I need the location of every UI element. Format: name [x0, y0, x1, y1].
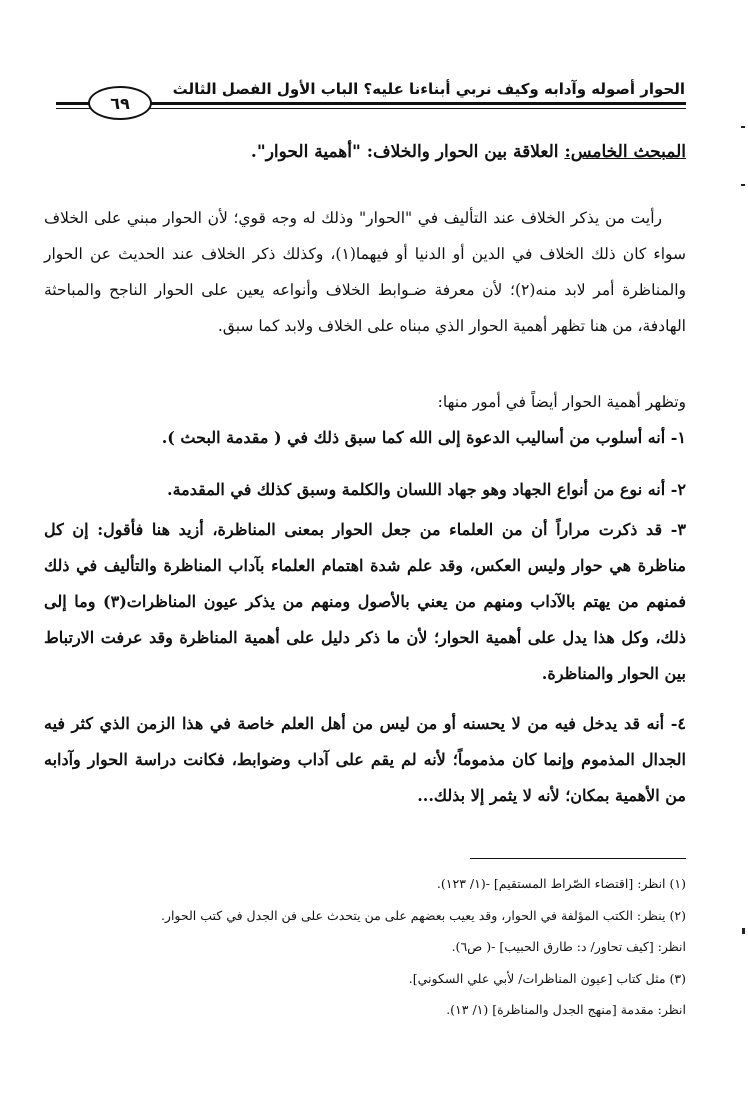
footnote-2: (٢) ينظر: الكتب المؤلفة في الحوار، وقد يعيب بعضهم على من يتحدث على فن الجدل في كتب الحوار.: [160, 907, 686, 923]
chapter-label: الباب الأول الفصل الثالث: [172, 80, 359, 98]
running-header: [150, 80, 685, 98]
footnote-1: (١) انظر: [اقتضاء الصّراط المستقيم] -(١/ ١٢٣).: [436, 876, 686, 891]
book-title: الحوار أصوله وآدابه وكيف نربي أبناءنا عليه؟: [363, 80, 685, 98]
footnote-3-ref: انظر: مقدمة [منهج الجدل والمناظرة] (١/ ١٣).: [446, 1002, 686, 1017]
footnote-2-ref: انظر: [كيف تحاور/ د: طارق الحبيب] -( ص٦).: [451, 939, 686, 954]
scan-edge-mark: [741, 126, 745, 128]
footnote-separator: [470, 858, 686, 859]
scan-edge-mark: [741, 184, 745, 186]
section-label: المبحث الخامس:: [564, 142, 686, 162]
section-title-text: العلاقة بين الحوار والخلاف: "أهمية الحوار".: [250, 142, 565, 162]
paragraph-intro: رأيت من يذكر الخلاف عند التأليف في "الحوار" وذلك له وجه قوي؛ لأن الحوار مبني على الخلاف سواء كان ذلك الخلاف في الدين أو الدنيا أو فيهما(١)، وكذلك ذكر الخلاف عند الحديث عن الحوار والمناظرة أمر لابد منه(٢)؛ لأن معرفة ضـوابط الخلاف وأنواعه يعين على الحوار الناجح والمباحثة الهادفة، من هنا تظهر أهمية الحوار الذي مبناه على الخلاف ولابد كما سبق.: [44, 209, 686, 335]
page-number: [88, 86, 152, 120]
scan-edge-mark: [742, 928, 745, 934]
page-number-text: ٦٩: [110, 93, 130, 113]
list-item-4: ٤- أنه قد يدخل فيه من لا يحسنه أو من ليس من أهل العلم خاصة في هذا الزمن الذي كثر فيه الجدال المذموم وإنما كان مذموماً؛ لأنه لم يقم على آداب وضوابط، فكانت دراسة الحوار وآدابه من الأهمية بمكان؛ لأنه لا يثمر إلا بذلك...: [44, 714, 686, 805]
paragraph-points-intro: وتظهر أهمية الحوار أيضاً في أمور منها:: [437, 393, 686, 411]
footnote-3: (٣) مثل كتاب [عيون المناظرات/ لأبي علي السكوني].: [408, 970, 686, 986]
footnotes: [150, 868, 686, 1026]
list-item-2: ٢- أنه نوع من أنواع الجهاد وهو جهاد اللسان والكلمة وسبق كذلك في المقدمة.: [167, 480, 686, 499]
section-heading: [40, 142, 686, 162]
list-item-1: ١- أنه أسلوب من أساليب الدعوة إلى الله كما سبق ذلك في ( مقدمة البحث ).: [161, 428, 686, 447]
list-item-3: ٣- قد ذكرت مراراً أن من العلماء من جعل الحوار بمعنى المناظرة، أزيد هنا فأقول: إن كل مناظرة هي حوار وليس العكس، وقد علم شدة اهتمام العلماء بآداب المناظرة والتأليف في ذلك فمنهم من يهتم بالآداب ومنهم من يعني بالأصول ومنهم من يذكر عيون المناظرات(٣) وما إلى ذلك، وكل هذا يدل على أهمية الحوار؛ لأن ما ذكر دليل على أهمية المناظرة وقد عرفت الارتباط بين الحوار والمناظرة.: [44, 520, 686, 683]
